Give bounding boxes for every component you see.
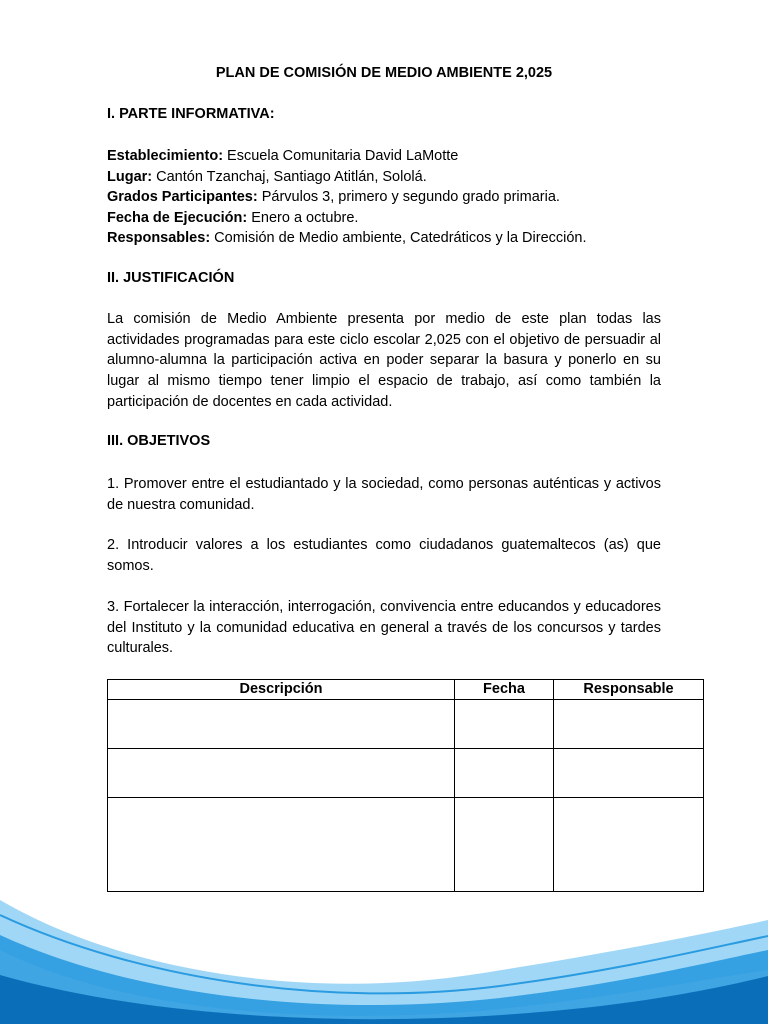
table-cell bbox=[455, 798, 554, 892]
table-row bbox=[108, 700, 704, 749]
column-header-descripcion: Descripción bbox=[108, 680, 455, 700]
table-cell bbox=[108, 749, 455, 798]
info-label: Fecha de Ejecución: bbox=[107, 209, 248, 226]
table-cell bbox=[455, 700, 554, 749]
info-block bbox=[107, 146, 667, 249]
table-header-row bbox=[108, 680, 704, 700]
table-cell bbox=[554, 700, 704, 749]
justification-paragraph: La comisión de Medio Ambiente presenta por medio de este plan todas las actividades programadas para este ciclo escolar 2,025 con el objetivo de persuadir al alumno-alumna la participación activa en poder separar la basura y ponerlo en su lugar al mismo tiempo tener limpio el espacio de trabajo, así como también la participación de docentes en cada actividad. bbox=[107, 311, 661, 410]
info-value: Escuela Comunitaria David LaMotte bbox=[223, 148, 459, 164]
info-line-lugar bbox=[107, 167, 667, 188]
column-header-fecha: Fecha bbox=[455, 680, 554, 700]
activity-table bbox=[107, 679, 704, 892]
table-cell bbox=[554, 749, 704, 798]
table-cell bbox=[554, 798, 704, 892]
objective-2: 2. Introducir valores a los estudiantes como ciudadanos guatemaltecos (as) que somos. bbox=[107, 537, 661, 574]
info-value: Enero a octubre. bbox=[247, 209, 359, 226]
info-value: Cantón Tzanchaj, Santiago Atitlán, Sololá. bbox=[152, 168, 427, 185]
table-row bbox=[108, 798, 704, 892]
info-value: Comisión de Medio ambiente, Catedráticos y la Dirección. bbox=[210, 230, 587, 246]
objective-1: 1. Promover entre el estudiantado y la sociedad, como personas auténticas y activos de nuestra comunidad. bbox=[107, 476, 661, 513]
table-cell bbox=[108, 700, 455, 749]
section-heading-justificacion: II. JUSTIFICACIÓN bbox=[107, 270, 235, 286]
column-header-responsable: Responsable bbox=[554, 680, 704, 700]
info-label: Responsables: bbox=[107, 230, 211, 246]
footer-wave-decoration bbox=[0, 880, 768, 1024]
table-row bbox=[108, 749, 704, 798]
info-label: Lugar: bbox=[107, 168, 153, 185]
page-title: PLAN DE COMISIÓN DE MEDIO AMBIENTE 2,025 bbox=[215, 65, 553, 81]
table-cell bbox=[455, 749, 554, 798]
info-label: Establecimiento: bbox=[107, 148, 224, 164]
table-cell bbox=[108, 798, 455, 892]
info-line-fecha bbox=[107, 208, 667, 229]
section-heading-informativa: I. PARTE INFORMATIVA: bbox=[107, 106, 275, 122]
objective-3: 3. Fortalecer la interacción, interrogación, convivencia entre educandos y educadores del Instituto y la comunidad educativa en general a través de los concursos y tardes culturales. bbox=[107, 599, 661, 657]
info-line-grados bbox=[107, 187, 667, 208]
section-heading-objetivos: III. OBJETIVOS bbox=[107, 433, 211, 449]
info-line-establecimiento bbox=[107, 146, 667, 167]
info-label: Grados Participantes: bbox=[107, 189, 258, 205]
info-line-responsables bbox=[107, 228, 667, 249]
info-value: Párvulos 3, primero y segundo grado primaria. bbox=[257, 189, 560, 205]
